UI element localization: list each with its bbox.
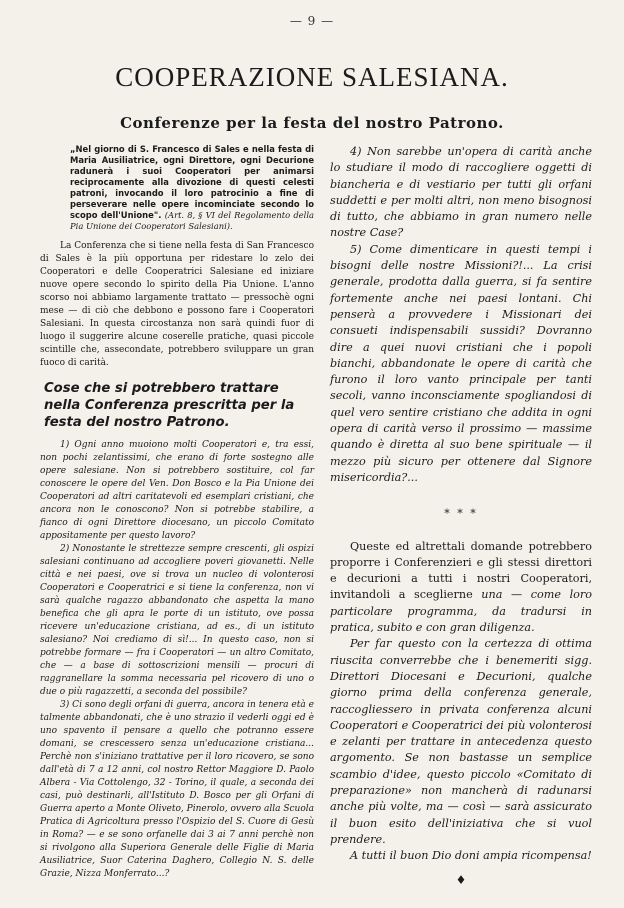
section-separator: * * * [444, 507, 478, 521]
quote-text: „Nel giorno di S. Francesco di Sales e nella festa di Maria Ausiliatrice, ogni Direttore, ogni Decurione radunerà i suoi Cooperatori per animarsi reciprocamente alla divozione di questi celesti patroni, invocando il loro patrocinio a fine di perseverare nelle opere incominciate secondo lo scopo dell'Unione". [70, 144, 314, 220]
regulation-quote [40, 144, 314, 232]
end-ornament: ♦ [455, 873, 467, 888]
page-title: COOPERAZIONE SALESIANA. [115, 62, 509, 92]
list-item-2: 2) Nonostante le strettezze sempre crescenti, gli ospizi salesiani continuano ad accogliere poveri giovanetti. Nelle città e nei paesi, ove si trova un nucleo di volonterosi Cooperatori e Cooperatrici e si tiene la conferenza, non vi sarà qualche ragazzo abbandonato che aspetta la mano benefica che gli apra le porte di un istituto, ove possa ricevere un'educazione cristiana, ad es., di un istituto salesiano? Noi crediamo di sì!... In questo caso, non si potrebbe formare — fra i Cooperatori — un altro Comitato, che — a base di sottoscrizioni mensili — procuri di raggranellare la somma necessaria pel ricovero di uno o due o più ragazzetti, a seconda del possibile? [40, 544, 314, 697]
right-column [330, 144, 592, 889]
closing-line: A tutti il buon Dio doni ampia ricompensa! [350, 849, 592, 863]
after-separator-italic: una — come loro particolare programma, da tradursi in pratica, subito e con gran diligenza. [330, 588, 592, 635]
quote-citation: (Art. 8, § VI del Regolamento della Pia Unione dei Cooperatori Salesiani). [70, 210, 314, 231]
list-item-5: 5) Come dimenticare in questi tempi i bisogni delle nostre Missioni?!... La crisi generale, prodotta dalla guerra, si fa sentire fortemente anche nei paesi lontani. Chi penserà a provvedere i Missionari dei consueti indispensabili sussidi? Dovranno dire a quei nuovi cristiani che i popoli bianchi, abbandonate le opere di carità che furono il loro vanto principale per tanti secoli, vanno inconsciamente spogliandosi di quel vero sentire cristiano che addita in ogni opera di carità verso il prossimo — massime quando è diretta al suo bene spirituale — il mezzo più sicuro per ottenere dal Signore misericordia?... [330, 242, 592, 484]
left-column [40, 144, 314, 881]
list-item-4: 4) Non sarebbe un'opera di carità anche lo studiare il modo di raccogliere oggetti di biancheria e di vestiario per tutti gli orfani suddetti e per molti altri, non meno bisognosi di tutto, che abbiamo in gran numero nelle nostre Case? [330, 145, 592, 240]
intro-paragraph: La Conferenza che si tiene nella festa di San Francesco di Sales è la più opportuna per ridestare lo zelo dei Cooperatori e delle Cooperatrici Salesiane ed iniziare nuove opere secondo lo spirito della Pia Unione. L'anno scorso noi abbiamo largamente trattato — pressochè ogni mese — di ciò che debbono e possono fare i Cooperatori Salesiani. In questa circostanza non sarà quindi fuor di luogo il suggerire alcune coserelle pratiche, quasi piccole scintille che, assecondate, potrebbero sviluppare un gran fuoco di carità. [40, 241, 314, 368]
list-item-3: 3) Ci sono degli orfani di guerra, ancora in tenera età e talmente abbandonati, che è uno strazio il vederli oggi ed è uno spavento il pensare a quello che potranno essere domani, se crescessero senza un'educazione cristiana... Perchè non s'iniziano trattative per il loro ricovero, se sono dall'età di 7 a 12 anni, col nostro Rettor Maggiore D. Paolo Albera - Via Cottolengo, 32 - Torino, il quale, a seconda dei casi, può destinarli, all'Istituto D. Bosco per gli Orfani di Guerra aperto a Monte Oliveto, Pinerolo, ovvero alla Scuola Pratica di Agricoltura presso l'Ospizio del S. Cuore di Gesù in Roma? — e se sono orfanelle dai 3 ai 7 anni perchè non si rivolgono alla Superiora Generale delle Figlie di Maria Ausiliatrice, Suor Caterina Daghero, Collegio N. S. delle Grazie, Nizza Monferrato...? [40, 700, 314, 879]
after-separator-plain: Queste ed altrettali domande potrebbero proporre i Conferenzieri e gli stessi direttori e decurioni a tutti i nostri Cooperatori, invitandoli a sceglierne [330, 539, 592, 602]
page-subtitle: Conferenze per la festa del nostro Patrono. [120, 114, 504, 132]
list-item-1: 1) Ogni anno muoiono molti Cooperatori e, tra essi, non pochi zelantissimi, che erano di forte sostegno alle opere salesiane. Non si potrebbero sostituire, col far conoscere le opere del Ven. Don Bosco e la Pia Unione dei Cooperatori ad altri caritatevoli ed esemplari cristiani, che ancora non le conoscono? Non si potrebbe stabilire, a fianco di ogni Direttore diocesano, un piccolo Comitato appositamente per questo lavoro? [40, 440, 314, 541]
final-paragraph: Per far questo con la certezza di ottima riuscita converrebbe che i benemeriti sigg. Direttori Diocesani e Decurioni, qualche giorno prima della conferenza generale, raccogliessero in privata conferenza alcuni Cooperatori e Cooperatrici dei più volonterosi e zelanti per trattare in antecedenza questo argomento. Se non bastasse un semplice scambio d'idee, questo piccolo «Comitato di preparazione» non mancherà di radunarsi anche più volte, ma — così — sarà assicurato il buon esito dell'iniziativa che si vuol prendere. [330, 637, 592, 846]
section-heading: Cose che si potrebbero trattare nella Conferenza prescritta per la festa del nostro Patrono. [44, 381, 295, 430]
after-separator-paragraph [330, 539, 592, 637]
page-number: — 9 — [289, 14, 335, 28]
